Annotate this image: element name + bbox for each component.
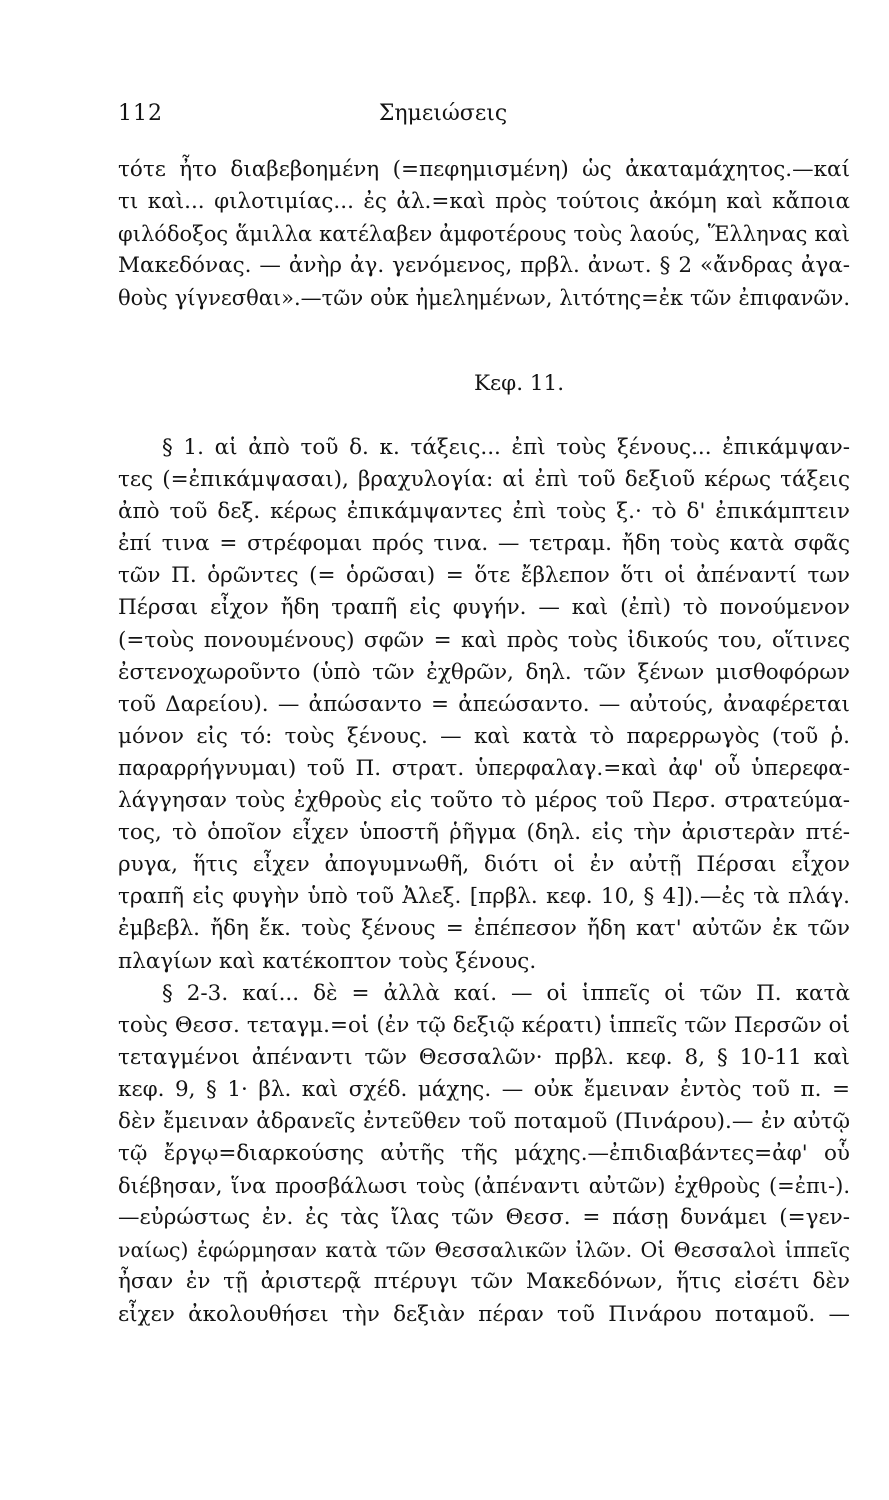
text-line: τραπῆ εἰς φυγὴν ὑπὸ τοῦ Ἀλεξ. [πρβλ. κεφ. 10, § 4]).—ἐς τὰ πλάγ. <box>118 884 850 910</box>
text-line: τες (=ἐπικάμψασαι), βραχυλογία: αἱ ἐπὶ τοῦ δεξιοῦ κέρως τάξεις <box>118 467 850 493</box>
text-line: ἦσαν ἐν τῇ ἀριστερᾷ πτέρυγι τῶν Μακεδόνων, ἥτις εἰσέτι δὲν <box>118 1269 850 1295</box>
text-line: τι καὶ... φιλοτιμίας... ἐς ἀλ.=καὶ πρὸς τούτοις ἀκόμη καὶ κἄποια <box>118 189 850 215</box>
text-line: (=τοὺς πονουμένους) σφῶν = καὶ πρὸς τοὺς ἰδικούς του, οἵτινες <box>118 627 850 653</box>
text-line: εἶχεν ἀκολουθήσει τὴν δεξιὰν πέραν τοῦ Πινάρου ποταμοῦ. — <box>118 1301 850 1327</box>
text-line: —εὐρώστως ἐν. ἐς τὰς ἴλας τῶν Θεσσ. = πάσῃ δυνάμει (=γεν- <box>118 1205 850 1231</box>
text-line: ἐπί τινα = στρέφομαι πρός τινα. — τετραμ. ἤδη τοὺς κατὰ σφᾶς <box>118 531 850 557</box>
text-line: ναίως) ἐφώρμησαν κατὰ τῶν Θεσσαλικῶν ἰλῶν. Οἱ Θεσσαλοὶ ἱππεῖς <box>118 1238 850 1263</box>
intro-paragraph <box>118 154 850 314</box>
text-line: Μακεδόνας. — ἀνὴρ ἀγ. γενόμενος, πρβλ. ἀνωτ. § 2 «ἄνδρας ἀγα- <box>118 253 850 279</box>
text-line: πλαγίων καὶ κατέκοπτον τοὺς ξένους. <box>118 948 537 974</box>
text-line: ἐστενοχωροῦντο (ὑπὸ τῶν ἐχθρῶν, δηλ. τῶν ξένων μισθοφόρων <box>118 659 850 685</box>
chapter-notes <box>118 432 850 1331</box>
text-line: τοὺς Θεσσ. τεταγμ.=οἱ (ἐν τῷ δεξιῷ κέρατι) ἱππεῖς τῶν Περσῶν οἱ <box>118 1012 850 1038</box>
text-line: § 1. αἱ ἀπὸ τοῦ δ. κ. τάξεις... ἐπὶ τοὺς ξένους... ἐπικάμψαν- <box>162 435 850 460</box>
page-header <box>118 98 768 130</box>
text-line: τῶν Π. ὁρῶντες (= ὁρῶσαι) = ὅτε ἔβλεπον ὅτι οἱ ἀπέναντί των <box>118 563 850 589</box>
text-line: διέβησαν, ἵνα προσβάλωσι τοὺς (ἀπέναντι αὐτῶν) ἐχθροὺς (=ἐπι-). <box>118 1174 850 1199</box>
text-line: Πέρσαι εἶχον ἤδη τραπῆ εἰς φυγήν. — καὶ (ἐπὶ) τὸ πονούμενον <box>118 595 850 621</box>
text-line: δὲν ἔμειναν ἀδρανεῖς ἐντεῦθεν τοῦ ποταμοῦ (Πινάρου).— ἐν αὐτῷ <box>118 1108 850 1134</box>
text-line: φιλόδοξος ἅμιλλα κατέλαβεν ἀμφοτέρους τοὺς λαούς, Ἕλληνας καὶ <box>118 222 850 247</box>
text-line: τότε ἦτο διαβεβοημένη (=πεφημισμένη) ὡς ἀκαταμάχητος.—καί <box>118 157 850 182</box>
text-line: κεφ. 9, § 1· βλ. καὶ σχέδ. μάχης. — οὐκ ἔμειναν ἐντὸς τοῦ π. = <box>118 1076 850 1102</box>
text-line: τῷ ἔργῳ=διαρκούσης αὐτῆς τῆς μάχης.—ἐπιδιαβάντες=ἀφ' οὗ <box>118 1141 850 1167</box>
text-line: τοῦ Δαρείου). — ἀπώσαντο = ἀπεώσαντο. — αὐτούς, ἀναφέρεται <box>118 691 850 717</box>
chapter-heading: Κεφ. 11. <box>473 371 565 396</box>
text-line: ἐμβεβλ. ἤδη ἔκ. τοὺς ξένους = ἐπέπεσον ἤδη κατ' αὐτῶν ἐκ τῶν <box>118 916 850 942</box>
text-line: ἀπὸ τοῦ δεξ. κέρως ἐπικάμψαντες ἐπὶ τοὺς ξ.· τὸ δ' ἐπικάμπτειν <box>118 499 850 525</box>
text-line: θοὺς γίγνεσθαι».—τῶν οὐκ ἠμελημένων, λιτότης=ἐκ τῶν ἐπιφανῶν. <box>118 286 850 311</box>
text-line: τος, τὸ ὁποῖον εἶχεν ὑποστῆ ῥῆγμα (δηλ. εἰς τὴν ἀριστερὰν πτέ- <box>118 820 850 846</box>
running-title: Σημειώσεις <box>378 101 508 126</box>
page-number: 112 <box>118 101 163 126</box>
text-line: λάγγησαν τοὺς ἐχθροὺς εἰς τοῦτο τὸ μέρος τοῦ Περσ. στρατεύμα- <box>118 788 850 814</box>
text-line: τεταγμένοι ἀπέναντι τῶν Θεσσαλῶν· πρβλ. κεφ. 8, § 10-11 καὶ <box>118 1044 850 1070</box>
text-line: παραρρήγνυμαι) τοῦ Π. στρατ. ὑπερφαλαγ.=καὶ ἀφ' οὗ ὑπερεφα- <box>118 755 850 781</box>
text-line: ρυγα, ἥτις εἶχεν ἀπογυμνωθῆ, διότι οἱ ἐν αὐτῇ Πέρσαι εἶχον <box>118 852 850 878</box>
text-line: μόνον εἰς τό: τοὺς ξένους. — καὶ κατὰ τὸ παρερρωγὸς (τοῦ ῥ. <box>118 723 850 749</box>
text-line: § 2-3. καί... δὲ = ἀλλὰ καί. — οἱ ἱππεῖς οἱ τῶν Π. κατὰ <box>162 980 850 1006</box>
